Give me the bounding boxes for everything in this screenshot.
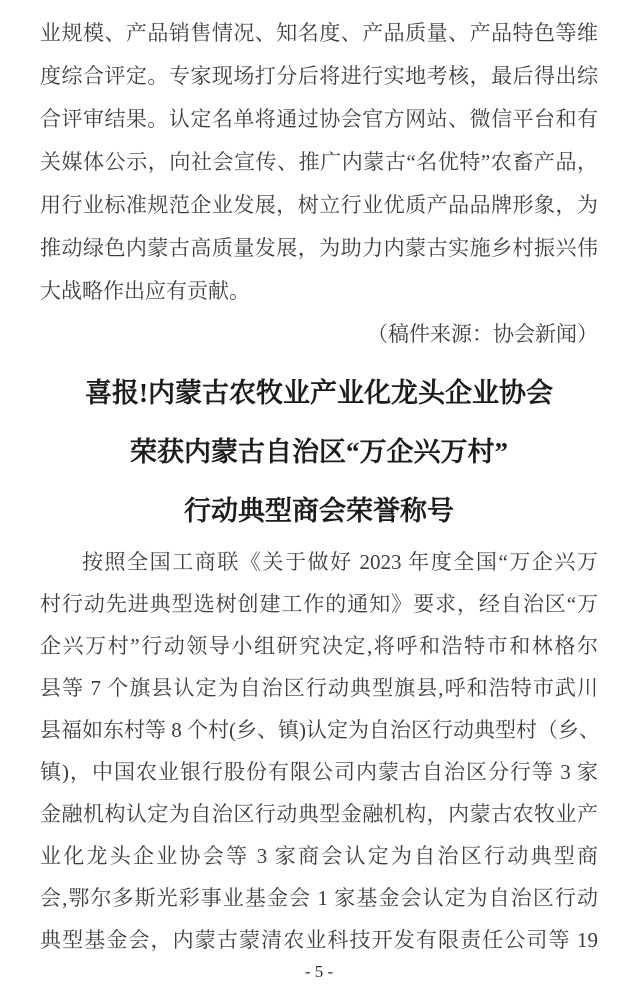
paragraph-evaluation	[40, 0, 598, 313]
body-line: 企兴万村”行动领导小组研究决定,将呼和浩特市和林格尔	[40, 634, 598, 658]
body-line: 典型基金会，内蒙古蒙清农业科技开发有限责任公司等 19	[40, 928, 598, 952]
body-line: 业化龙头企业协会等 3 家商会认定为自治区行动典型商	[40, 844, 598, 868]
article-title	[40, 364, 598, 541]
body-line: 金融机构认定为自治区行动典型金融机构，内蒙古农牧业产	[40, 802, 598, 826]
article-title-line: 行动典型商会荣誉称号	[184, 496, 454, 526]
paragraph-announcement	[40, 541, 598, 961]
article-title-line: 喜报!内蒙古农牧业产业化龙头企业协会	[85, 378, 553, 408]
body-line: 按照全国工商联《关于做好 2023 年度全国“万企兴万	[82, 550, 598, 574]
body-line: 关媒体公示，向社会宣传、推广内蒙古“名优特”农畜产品，	[40, 150, 598, 174]
body-line: 镇)，中国农业银行股份有限公司内蒙古自治区分行等 3 家	[40, 760, 598, 784]
page-number: - 5 -	[304, 962, 334, 981]
body-line: 会,鄂尔多斯光彩事业基金会 1 家基金会认定为自治区行动	[40, 886, 598, 910]
source-attribution: （稿件来源：协会新闻）	[367, 322, 598, 346]
body-line: 推动绿色内蒙古高质量发展，为助力内蒙古实施乡村振兴伟	[40, 236, 598, 260]
body-line: 县福如东村等 8 个村(乡、镇)认定为自治区行动典型村（乡、	[40, 718, 600, 742]
body-line: 度综合评定。专家现场打分后将进行实地考核，最后得出综	[40, 64, 598, 88]
body-line: 村行动先进典型选树创建工作的通知》要求，经自治区“万	[40, 592, 598, 616]
article-title-line: 荣获内蒙古自治区“万企兴万村”	[130, 437, 508, 467]
body-line: 大战略作出应有贡献。	[40, 279, 250, 303]
body-line: 业规模、产品销售情况、知名度、产品质量、产品特色等维	[40, 21, 598, 45]
body-line: 用行业标准规范企业发展，树立行业优质产品品牌形象，为	[40, 193, 598, 217]
body-line: 合评审结果。认定名单将通过协会官方网站、微信平台和有	[40, 107, 598, 131]
body-line: 县等 7 个旗县认定为自治区行动典型旗县,呼和浩特市武川	[40, 676, 598, 700]
